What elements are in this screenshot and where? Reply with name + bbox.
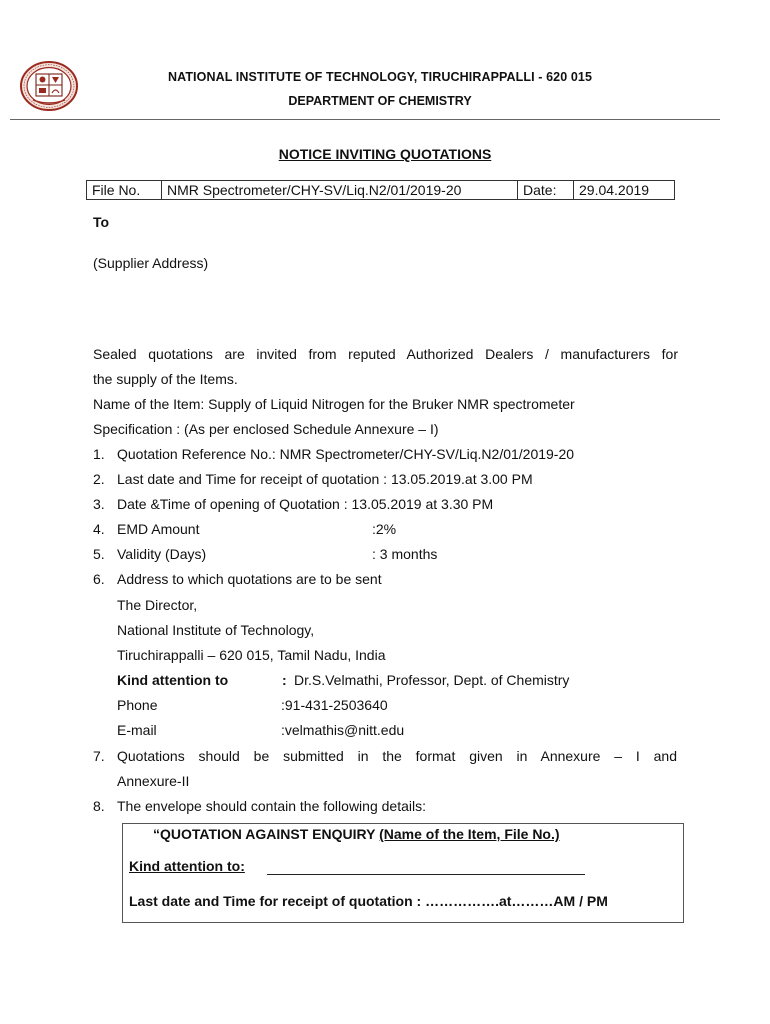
validity-value: : 3 months xyxy=(372,546,438,562)
phone-label: Phone xyxy=(117,697,158,713)
envelope-attention-label: Kind attention to: xyxy=(129,858,245,874)
envelope-line-1-underlined: (Name of the Item, File No.) xyxy=(379,826,560,842)
address-line-3: Tiruchirappalli – 620 015, Tamil Nadu, India xyxy=(117,647,386,663)
envelope-last-date: Last date and Time for receipt of quotation : …………….at………AM / PM xyxy=(129,893,608,909)
envelope-line-1-prefix: “QUOTATION AGAINST ENQUIRY xyxy=(153,826,380,842)
envelope-details-heading: The envelope should contain the following details: xyxy=(117,798,426,814)
address-heading: Address to which quotations are to be sent xyxy=(117,571,382,587)
attention-colon: : xyxy=(282,672,287,688)
address-line-1: The Director, xyxy=(117,597,198,613)
nit-trichy-emblem-icon xyxy=(19,60,79,112)
envelope-line-1 xyxy=(153,826,560,842)
date-label: Date: xyxy=(518,181,574,200)
list-number: 8. xyxy=(93,798,105,814)
opening-date: Date &Time of opening of Quotation : 13.05.2019 at 3.30 PM xyxy=(117,496,494,512)
list-number: 4. xyxy=(93,521,105,537)
file-no-label: File No. xyxy=(87,181,162,200)
email-value: :velmathis@nitt.edu xyxy=(281,722,405,738)
submission-format-line-2: Annexure-II xyxy=(117,773,190,789)
notice-title: NOTICE INVITING QUOTATIONS xyxy=(278,146,492,162)
specification: Specification : (As per enclosed Schedule Annexure – I) xyxy=(93,421,439,437)
file-number-table xyxy=(86,180,675,200)
list-number: 2. xyxy=(93,471,105,487)
intro-line-1: Sealed quotations are invited from reputed Authorized Dealers / manufacturers for xyxy=(93,346,678,362)
attention-blank-line xyxy=(267,874,585,875)
quotation-reference: Quotation Reference No.: NMR Spectrometer/CHY-SV/Liq.N2/01/2019-20 xyxy=(117,446,575,462)
list-number: 7. xyxy=(93,748,105,764)
attention-value: Dr.S.Velmathi, Professor, Dept. of Chemistry xyxy=(294,672,570,688)
to-label: To xyxy=(93,214,110,230)
last-date-receipt: Last date and Time for receipt of quotation : 13.05.2019.at 3.00 PM xyxy=(117,471,533,487)
header-divider xyxy=(10,119,720,120)
list-number: 6. xyxy=(93,571,105,587)
emd-label: EMD Amount xyxy=(117,521,200,537)
institute-name: NATIONAL INSTITUTE OF TECHNOLOGY, TIRUCHIRAPPALLI - 620 015 xyxy=(168,70,592,84)
date-value: 29.04.2019 xyxy=(574,181,675,200)
file-no-value: NMR Spectrometer/CHY-SV/Liq.N2/01/2019-20 xyxy=(162,181,518,200)
list-number: 5. xyxy=(93,546,105,562)
list-number: 3. xyxy=(93,496,105,512)
item-name: Name of the Item: Supply of Liquid Nitrogen for the Bruker NMR spectrometer xyxy=(93,396,575,412)
emd-value: :2% xyxy=(372,521,397,537)
submission-format-line-1: Quotations should be submitted in the format given in Annexure – I and xyxy=(117,748,677,764)
address-line-2: National Institute of Technology, xyxy=(117,622,315,638)
email-label: E-mail xyxy=(117,722,157,738)
attention-label: Kind attention to xyxy=(117,672,229,688)
list-number: 1. xyxy=(93,446,105,462)
intro-line-2: the supply of the Items. xyxy=(93,371,238,387)
phone-value: :91-431-2503640 xyxy=(281,697,388,713)
envelope-details-box xyxy=(122,823,684,923)
supplier-address: (Supplier Address) xyxy=(93,255,209,271)
department-name: DEPARTMENT OF CHEMISTRY xyxy=(288,94,472,108)
validity-label: Validity (Days) xyxy=(117,546,207,562)
